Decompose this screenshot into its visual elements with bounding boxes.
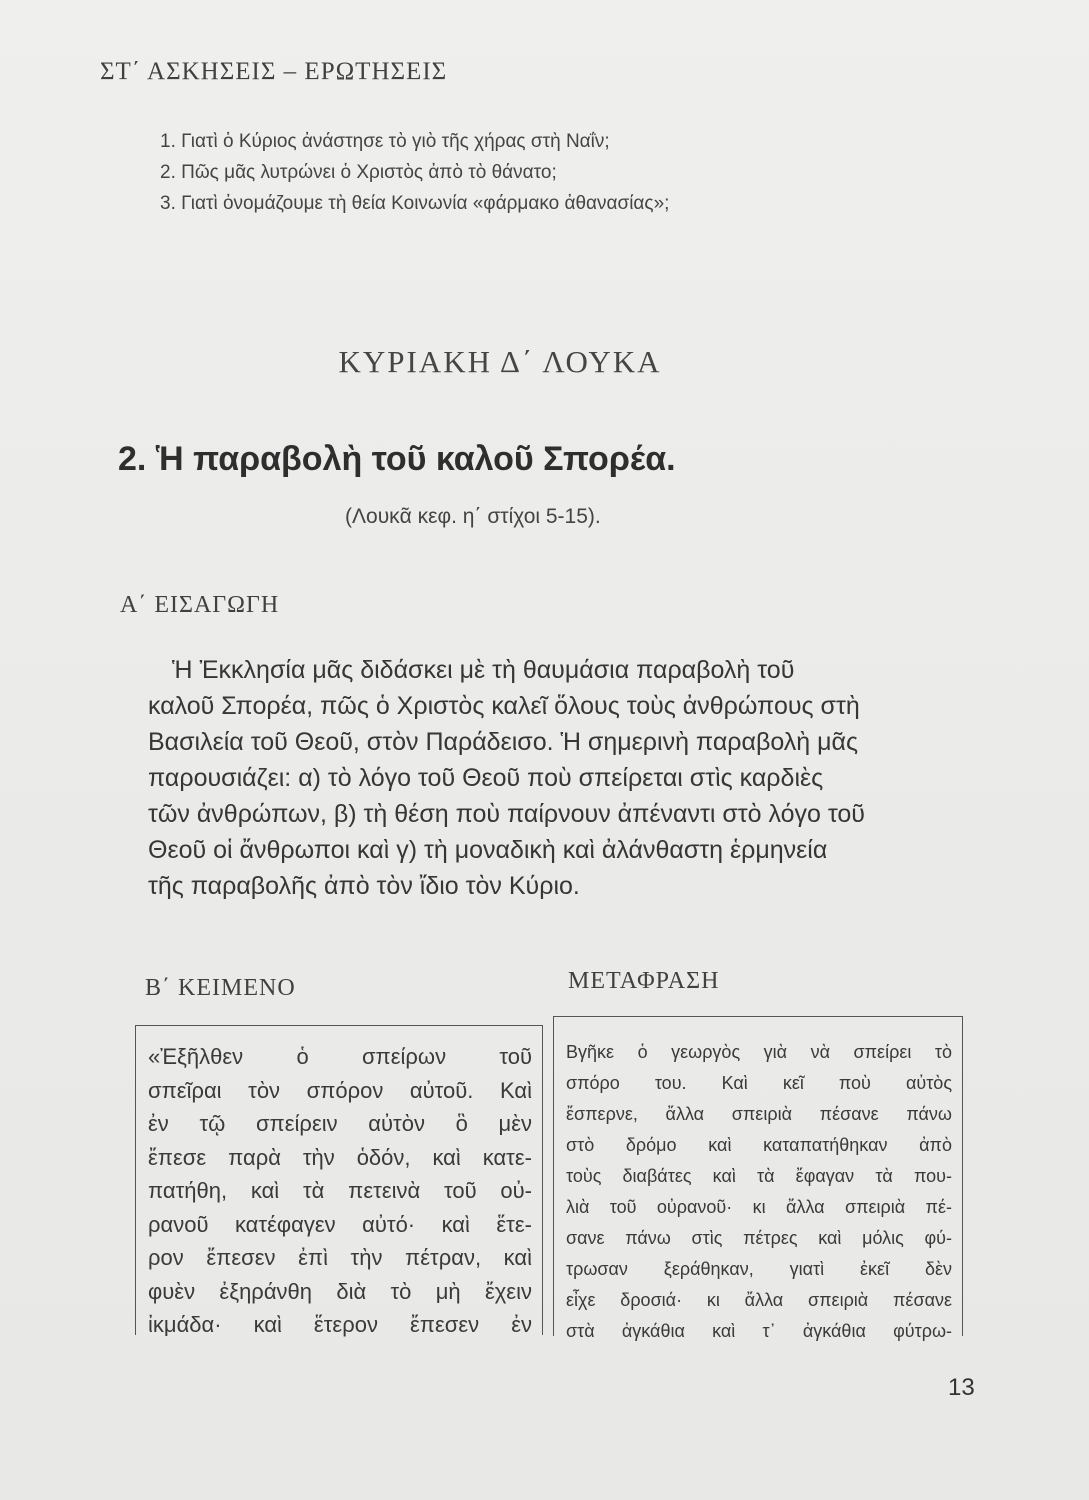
lesson-title: 2. Ἡ παραβολὴ τοῦ καλοῦ Σπορέα. — [118, 440, 676, 478]
question-item: 1. Γιατὶ ὁ Κύριος ἀνάστησε τὸ γιὸ τῆς χήρας στὴ Ναΐν; — [160, 131, 610, 152]
exercises-heading: ΣΤ΄ ΑΣΚΗΣΕΙΣ – ΕΡΩΤΗΣΕΙΣ — [100, 58, 448, 85]
translation-box — [553, 1016, 963, 1341]
question-item: 3. Γιατὶ ὀνομάζουμε τὴ θεία Κοινωνία «φάρμακο ἀθανασίας»; — [160, 193, 670, 214]
original-line: ἔπεσε παρὰ τὴν ὁδόν, καὶ κατε- — [148, 1144, 532, 1170]
introduction-heading: Α΄ ΕΙΣΑΓΩΓΗ — [120, 592, 280, 618]
intro-line: Βασιλεία τοῦ Θεοῦ, στὸν Παράδεισο. Ἡ σημερινὴ παραβολὴ μᾶς — [148, 728, 859, 756]
translation-line: Βγῆκε ὁ γεωργὸς γιὰ νὰ σπείρει τὸ — [566, 1042, 952, 1062]
intro-line: Ἡ Ἐκκλησία μᾶς διδάσκει μὲ τὴ θαυμάσια παραβολὴ τοῦ — [172, 656, 795, 684]
original-line: ρον ἔπεσεν ἐπὶ τὴν πέτραν, καὶ — [148, 1245, 532, 1270]
intro-line: τῆς παραβολῆς ἀπὸ τὸν ἴδιο τὸν Κύριο. — [148, 872, 580, 900]
original-line: ἰκμάδα· καὶ ἕτερον ἔπεσεν ἐν — [148, 1312, 532, 1337]
intro-line: Θεοῦ οἱ ἄνθρωποι καὶ γ) τὴ μοναδικὴ καὶ ἀλάνθαστη ἑρμηνεία — [148, 836, 828, 864]
translation-line: σπόρο του. Καὶ κεῖ ποὺ αὐτὸς — [566, 1073, 952, 1093]
translation-line: ἔσπερνε, ἄλλα σπειριὰ πέσανε πάνω — [566, 1104, 952, 1124]
sunday-title: ΚΥΡΙΑΚΗ Δ΄ ΛΟΥΚΑ — [338, 344, 662, 379]
scripture-reference: (Λουκᾶ κεφ. η΄ στίχοι 5-15). — [345, 505, 601, 528]
translation-line: εἶχε δροσιά· κι ἄλλα σπειριὰ πέσανε — [566, 1290, 952, 1310]
original-text-heading: Β΄ ΚΕΙΜΕΝΟ — [145, 975, 296, 1001]
question-list — [160, 126, 669, 219]
original-line: φυὲν ἐξηράνθη διὰ τὸ μὴ ἔχειν — [148, 1278, 532, 1304]
original-line: «Ἐξῆλθεν ὁ σπείρων τοῦ — [148, 1044, 532, 1069]
original-line: πατήθη, καὶ τὰ πετεινὰ τοῦ οὐ- — [148, 1178, 532, 1203]
original-text-box — [135, 1025, 543, 1335]
translation-line: στὸ δρόμο καὶ καταπατήθηκαν ἀπὸ — [566, 1135, 952, 1155]
original-line: σπεῖραι τὸν σπόρον αὐτοῦ. Καὶ — [148, 1077, 532, 1103]
translation-line: στὰ ἀγκάθια καὶ τ᾿ ἀγκάθια φύτρω- — [566, 1321, 952, 1341]
translation-line: τρωσαν ξεράθηκαν, γιατὶ ἐκεῖ δὲν — [566, 1259, 952, 1279]
translation-heading: ΜΕΤΑΦΡΑΣΗ — [568, 968, 720, 994]
translation-line: τοὺς διαβάτες καὶ τὰ ἔφαγαν τὰ που- — [566, 1166, 952, 1186]
page-number: 13 — [948, 1374, 975, 1401]
introduction-text — [148, 652, 968, 904]
intro-line: παρουσιάζει: α) τὸ λόγο τοῦ Θεοῦ ποὺ σπείρεται στὶς καρδιὲς — [148, 764, 824, 792]
intro-line: τῶν ἀνθρώπων, β) τὴ θέση ποὺ παίρνουν ἀπέναντι στὸ λόγο τοῦ — [148, 800, 865, 828]
intro-line: καλοῦ Σπορέα, πῶς ὁ Χριστὸς καλεῖ ὅλους τοὺς ἀνθρώπους στὴ — [148, 692, 860, 720]
original-line: ἐν τῷ σπείρειν αὐτὸν ὃ μὲν — [148, 1111, 532, 1136]
translation-line: λιὰ τοῦ οὐρανοῦ· κι ἄλλα σπειριὰ πέ- — [566, 1197, 952, 1217]
question-item: 2. Πῶς μᾶς λυτρώνει ὁ Χριστὸς ἀπὸ τὸ θάνατο; — [160, 162, 557, 183]
translation-line: σανε πάνω στὶς πέτρες καὶ μόλις φύ- — [566, 1228, 952, 1248]
original-line: ρανοῦ κατέφαγεν αὐτό· καὶ ἕτε- — [148, 1211, 532, 1237]
